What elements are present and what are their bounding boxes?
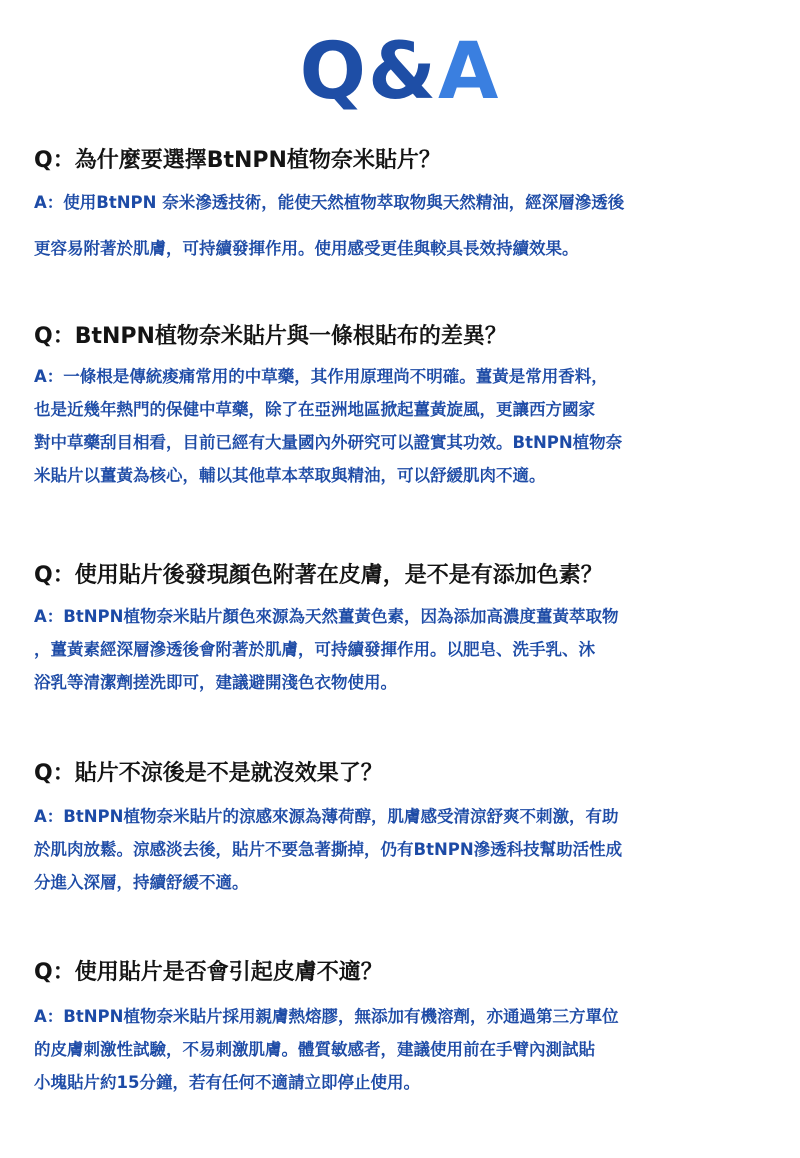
qa-item-4	[34, 759, 774, 899]
answer-line: 的皮膚刺激性試驗，不易刺激肌膚。體質敏感者，建議使用前在手臂內測試貼	[34, 1040, 595, 1059]
answer-line: 浴乳等清潔劑搓洗即可，建議避開淺色衣物使用。	[34, 673, 397, 692]
answer-line: A：BtNPN植物奈米貼片顏色來源為天然薑黃色素，因為添加高濃度薑黃萃取物	[34, 607, 619, 626]
answer-line: 對中草藥刮目相看，目前已經有大量國內外研究可以證實其功效。BtNPN植物奈	[34, 433, 623, 452]
page-title	[0, 22, 800, 122]
qa-item-5	[34, 958, 774, 1099]
answer-line: 米貼片以薑黃為核心，輔以其他草本萃取與精油，可以舒緩肌肉不適。	[34, 466, 546, 485]
question-text: Q：貼片不涼後是不是就沒效果了？	[34, 761, 383, 786]
answer-line: A：使用BtNPN 奈米滲透技術，能使天然植物萃取物與天然精油，經深層滲透後	[34, 193, 625, 212]
qa-item-1	[34, 146, 774, 272]
answer-line: 分進入深層，持續舒緩不適。	[34, 873, 249, 892]
title-q-part: Q&	[299, 27, 438, 117]
answer-text	[34, 180, 774, 272]
answer-line: 小塊貼片約15分鐘，若有任何不適請立即停止使用。	[34, 1073, 420, 1092]
answer-text	[34, 360, 774, 492]
question-text: Q：使用貼片後發現顏色附著在皮膚，是不是有添加色素？	[34, 563, 603, 588]
question-text: Q：BtNPN植物奈米貼片與一條根貼布的差異？	[34, 324, 507, 349]
answer-line: ，薑黃素經深層滲透後會附著於肌膚，可持續發揮作用。以肥皂、洗手乳、沐	[34, 640, 595, 659]
answer-text	[34, 600, 774, 699]
answer-line: A：BtNPN植物奈米貼片的涼感來源為薄荷醇，肌膚感受清涼舒爽不刺激，有助	[34, 807, 619, 826]
answer-line: 更容易附著於肌膚，可持續發揮作用。使用感受更佳與較具長效持續效果。	[34, 239, 579, 258]
answer-line: A：BtNPN植物奈米貼片採用親膚熱熔膠，無添加有機溶劑，亦通過第三方單位	[34, 1007, 619, 1026]
answer-text	[34, 800, 774, 899]
question-text: Q：使用貼片是否會引起皮膚不適？	[34, 960, 383, 985]
qa-item-3	[34, 561, 774, 699]
answer-text	[34, 1000, 774, 1099]
answer-line: A：一條根是傳統痠痛常用的中草藥，其作用原理尚不明確。薑黃是常用香料，	[34, 367, 608, 386]
answer-line: 也是近幾年熱門的保健中草藥，除了在亞洲地區掀起薑黃旋風，更讓西方國家	[34, 400, 595, 419]
question-text: Q：為什麼要選擇BtNPN植物奈米貼片？	[34, 148, 441, 173]
answer-line: 於肌肉放鬆。涼感淡去後，貼片不要急著撕掉，仍有BtNPN滲透科技幫助活性成	[34, 840, 623, 859]
qa-item-2	[34, 322, 774, 492]
title-a-part: A	[437, 27, 501, 117]
